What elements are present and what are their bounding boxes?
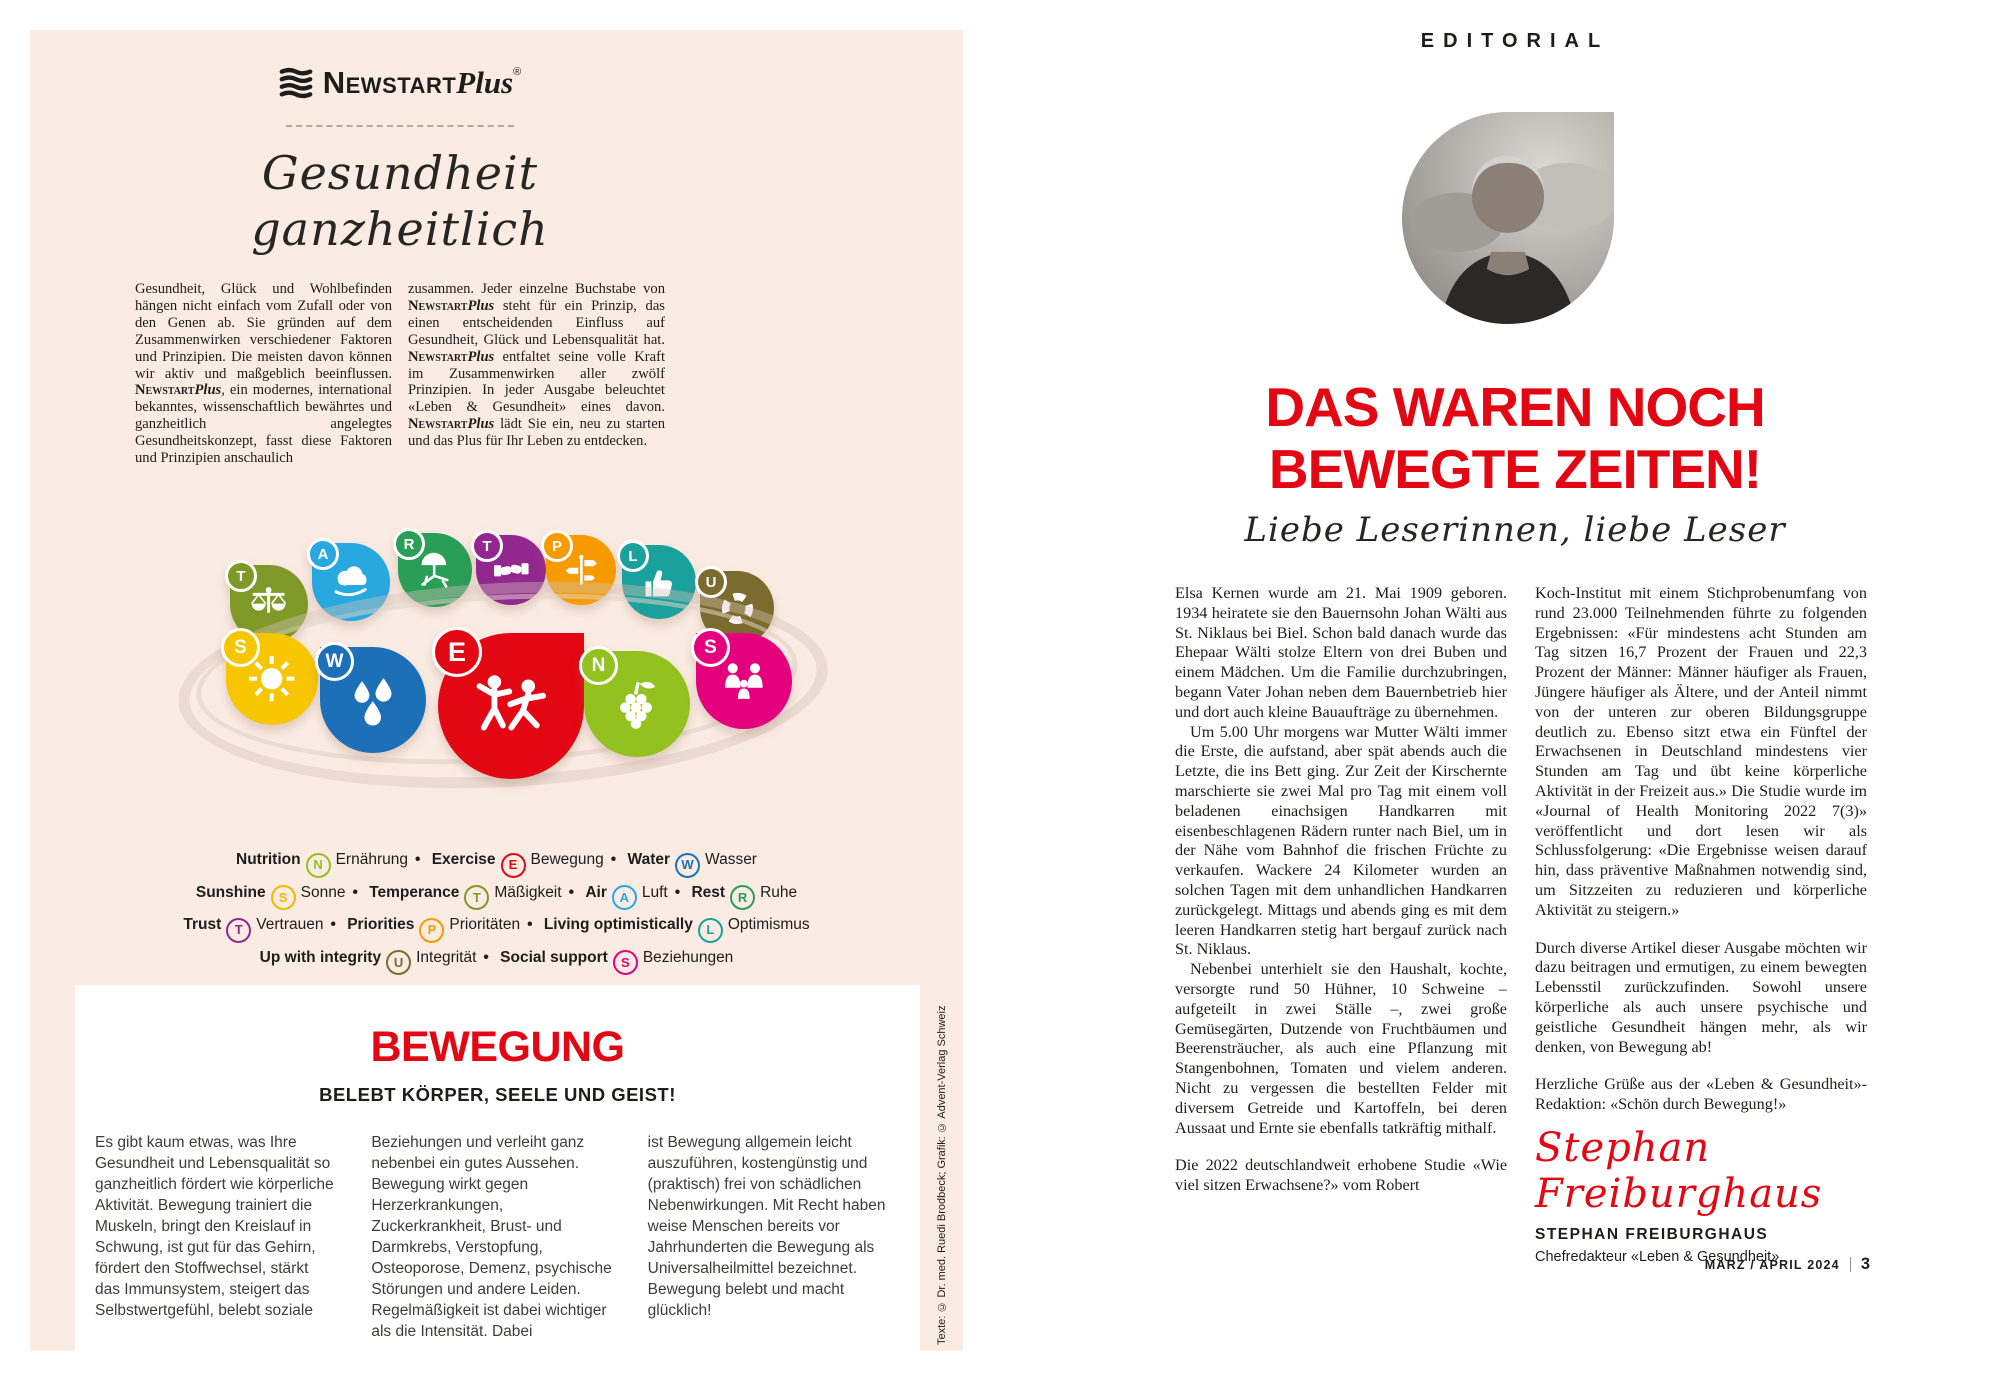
editorial-column-1 — [1175, 584, 1507, 1268]
badge-social-support — [696, 633, 792, 729]
legend-de: Optimismus — [727, 916, 810, 933]
paragraph: Koch-Institut mit einem Stichprobenumfang von rund 23.000 Teilnehmenden führte zu folgenden Ergebnissen: «Für mindestens acht Stunden am Tag sitzen 16,7 Prozent der Frauen und 22,3 Prozent der Männer: Männer häufiger als Frauen, Jüngere häufiger als Ältere, und der Anteil nimmt von der unteren zur oberen Bildungsgruppe deutlich zu. Ebenso sitzt etwa ein Fünftel der Erwachsenen in Deutschland mindestens vier Stunden am Tag und übt keine körperliche Aktivität in der Freizeit aus.» Die Studie wurde im «Journal of Health Monitoring 2022 7(3)» veröffentlicht und dort lesen wir als Schlussfolgerung: «Die Ergebnisse weisen darauf hin, dass präventive Maßnahmen notwendig sind, um Sitzzeiten zu reduzieren und körperliche Aktivität zu steigern.» — [1535, 584, 1867, 919]
legend-en: Trust — [183, 916, 222, 933]
paragraph: Die 2022 deutschlandweit erhobene Studie «Wie viel sitzen Erwachsene?» vom Robert — [1175, 1156, 1507, 1195]
left-page — [30, 30, 963, 1351]
legend-en: Exercise — [431, 851, 496, 868]
legend-line-3 — [30, 910, 963, 943]
portrait-silhouette — [1402, 112, 1614, 324]
badge-letter: E — [432, 627, 482, 677]
page-footer — [1560, 1255, 1870, 1274]
editorial-column-2 — [1535, 584, 1867, 1268]
badge-letter: S — [691, 628, 730, 667]
legend-en: Sunshine — [195, 883, 266, 901]
badge-letter: P — [541, 530, 573, 562]
badge-letter: T — [471, 530, 503, 562]
legend-de: Luft — [641, 883, 668, 901]
issue-date: MÄRZ / APRIL 2024 — [1704, 1258, 1840, 1272]
badge-letter: W — [315, 642, 354, 681]
badge-letter: L — [617, 540, 649, 572]
headline-line-2: BEWEGTE ZEITEN! — [1268, 438, 1762, 500]
card-column-1: Es gibt kaum etwas, was Ihre Gesundheit und Lebensqualität so ganzheitlich fördert wie körperliche Aktivität. Bewegung trainiert die Muskeln, bringt den Kreislauf in Schwung, ist gut für das Gehirn, fördert den Stoffwechsel, stärkt das Immunsystem, steigert das Selbstwertgefühl, belebt soziale — [95, 1134, 334, 1319]
legend-en: Nutrition — [236, 851, 301, 868]
badge-nutrition — [584, 651, 690, 757]
legend-en: Social support — [500, 948, 608, 966]
legend-line-4 — [30, 943, 963, 976]
bullet: • — [414, 851, 421, 868]
legend-de: Ernährung — [335, 851, 408, 868]
legend-en: Water — [627, 851, 671, 868]
badge-exercise — [438, 633, 584, 779]
left-page-header — [135, 65, 665, 467]
card-text — [95, 1132, 890, 1342]
dashed-divider — [286, 125, 514, 127]
registered-mark: ® — [513, 66, 522, 78]
intro-column-2: zusammen. Jeder einzelne Buchstabe von NewstartPlus steht für ein Prinzip, das einen entscheidenden Einfluss auf Gesundheit, Glück und Lebensqualität hat. NewstartPlus entfaltet seine volle Kraft im Zusammenwirken aller zwölf Prinzipien. In jeder Ausgabe beleuchtet «Leben & Gesundheit» eines davon. NewstartPlus lädt Sie ein, neu zu starten und das Plus für Ihr Leben zu entdecken. — [408, 281, 665, 450]
badge-letter: R — [393, 528, 425, 560]
letter-badge: L — [698, 918, 723, 943]
bullet: • — [674, 883, 681, 901]
letter-badge: T — [226, 918, 251, 943]
grapes-icon — [606, 673, 667, 734]
paragraph: Elsa Kernen wurde am 21. Mai 1909 geboren. 1934 heiratete sie den Bauernsohn Johan Wälti aus St. Niklaus bei Biel. Schon bald danach wurde das Ehepaar Wälti stolze Eltern von drei Buben und einem Mädchen. Um die Familie durchzubringen, begann Vater Johan neben dem Bauernbetrieb hier und dort auch kleine Bauaufträge zu übernehmen. — [1175, 584, 1507, 721]
legend-en: Up with integrity — [259, 948, 382, 966]
paragraph: Herzliche Grüße aus der «Leben & Gesundheit»-Redaktion: «Schön durch Bewegung!» — [1535, 1075, 1867, 1114]
intro-column-1: Gesundheit, Glück und Wohlbefinden hängen nicht einfach vom Zufall oder von den Genen ab. Sie gründen auf dem Zusammenwirken verschiedener Faktoren und Prinzipien. Die meisten davon können wir aktiv und maßgeblich beeinflussen. NewstartPlus, ein modernes, international bekanntes, wissenschaftlich bewährtes und ganzheitlich angelegtes Gesundheitskonzept, fasst diese Faktoren und Prinzipien anschaulich — [135, 281, 392, 467]
salutation: Liebe Leserinnen, liebe Leser — [1244, 510, 1786, 550]
editorial-headline — [1175, 376, 1855, 500]
card-title: BEWEGUNG — [370, 1023, 625, 1071]
badge-letter: A — [307, 538, 339, 570]
legend-line-1 — [30, 845, 963, 878]
principles-legend — [30, 845, 963, 975]
letter-badge: S — [613, 950, 638, 975]
bullet: • — [568, 883, 574, 901]
legend-de: Ruhe — [760, 883, 798, 901]
bullet: • — [527, 916, 533, 933]
legend-de: Integrität — [416, 948, 477, 966]
letter-badge: W — [675, 853, 700, 878]
page-number: 3 — [1860, 1255, 1870, 1273]
legend-en: Rest — [691, 883, 726, 901]
badge-letter: U — [695, 566, 727, 598]
legend-en: Temperance — [369, 883, 460, 901]
paragraph: Nebenbei unterhielt sie den Haushalt, kochte, versorgte rund 50 Hühner, 10 Schweine – aufgeteilt in zwei Ställe –, zwei große Gemüsegärten, Dutzende von Fruchtbäumen und Beerensträucher, als auch eine Pflanzung mit Stangenbohnen, Tomaten und vielem anderen. Nicht zu vergessen die bestellten Felder mit diversem Getreide und Kartoffeln, bei deren Aussaat und Ernte sie ebenfalls tatkräftig mithalf. — [1175, 960, 1507, 1137]
legend-de: Prioritäten — [449, 916, 521, 933]
card-column-3: ist Bewegung allgemein leicht auszuführen, kostengünstig und (praktisch) frei von schädlichen Nebenwirkungen. Mit Recht haben weise Menschen bereits vor Jahrhunderten die Bewegung als Universalheilmittel bezeichnet. Bewegung belebt und macht glücklich! — [647, 1134, 886, 1319]
legend-de: Beziehungen — [642, 948, 734, 966]
badge-water — [320, 647, 426, 753]
paragraph: Um 5.00 Uhr morgens war Mutter Wälti immer die Erste, die aufstand, aber spät abends auch die Letzte, die ins Bett ging. Zur Zeit der Kirschernte marschierte sie zwei Mal pro Tag mit einem voll beladenen einachsigen Handkarren mit eisenbeschlagenen Rädern runter nach Biel, um in der Nähe vom Bahnhof die frischen Früchte zu verkaufen. Wackere 24 Kilometer wurden an solchen Tagen mit dem unhandlichen Handkarren zurückgelegt. Mittags und abends ging es mit dem leeren Handkarren stetig hart bergauf zurück nach St. Niklaus. — [1175, 722, 1507, 959]
badge-letter: S — [221, 628, 260, 667]
logo-wordmark: NewstartPlus® — [322, 65, 522, 100]
signature-name: STEPHAN FREIBURGHAUS — [1535, 1225, 1769, 1243]
letter-badge: U — [386, 950, 411, 975]
newstartplus-logo — [279, 65, 522, 101]
newstart-principles-diagram — [170, 525, 830, 835]
legend-de: Bewegung — [530, 851, 604, 868]
letter-badge: N — [306, 853, 331, 878]
badge-sunshine — [226, 633, 318, 725]
footer-divider — [1850, 1257, 1851, 1272]
editorial-body — [1175, 584, 1867, 1268]
letter-badge: E — [501, 853, 526, 878]
wavy-lines-icon — [279, 66, 313, 100]
letter-badge: P — [419, 918, 444, 943]
bullet: • — [610, 851, 617, 868]
letter-badge: A — [612, 885, 637, 910]
water-drops-icon — [342, 669, 403, 730]
legend-de: Wasser — [705, 851, 757, 868]
legend-en: Living optimistically — [543, 916, 693, 933]
section-kicker: EDITORIAL — [1420, 30, 1610, 52]
credits-vertical: Texte: © Dr. med. Ruedi Brodbeck; Grafik: © Advent-Verlag Schweiz — [936, 1005, 948, 1345]
badge-letter: T — [225, 560, 257, 592]
card-subtitle: BELEBT KÖRPER, SEELE UND GEIST! — [319, 1084, 676, 1105]
letter-badge: T — [464, 885, 489, 910]
signature-role: Chefredakteur «Leben & Gesundheit» — [1535, 1248, 1780, 1265]
bewegung-card — [75, 985, 920, 1351]
editor-portrait — [1402, 112, 1614, 324]
family-icon — [716, 653, 772, 709]
legend-en: Air — [585, 883, 607, 901]
paragraph: Durch diverse Artikel dieser Ausgabe möchten wir dazu beitragen und ermutigen, zu einem bewegten Lebensstil zurückzufinden. Sowohl unsere körperliche als auch unsere psychische und geistliche Gesundheit hängen mehr, als wir denken, von Bewegung ab! — [1535, 938, 1867, 1056]
headline-line-1: DAS WAREN NOCH — [1265, 376, 1765, 438]
running-people-icon — [469, 664, 554, 749]
intro-text — [135, 281, 665, 467]
legend-line-2 — [30, 878, 963, 911]
letter-badge: R — [730, 885, 755, 910]
letter-badge: S — [271, 885, 296, 910]
bullet: • — [352, 883, 358, 901]
legend-en: Priorities — [347, 916, 415, 933]
badge-letter: N — [579, 646, 618, 685]
bullet: • — [330, 916, 336, 933]
card-column-2: Beziehungen und verleiht ganz nebenbei ein gutes Aussehen. Bewegung wirkt gegen Herzerkrankungen, Zuckerkrankheit, Brust- und Darmkrebs, Verstopfung, Osteoporose, Demenz, psychische Störungen und andere Leiden. Regelmäßigkeit ist dabei wichtiger als die Intensität. Dabei — [371, 1134, 612, 1340]
legend-de: Mäßigkeit — [494, 883, 562, 901]
legend-de: Sonne — [300, 883, 346, 901]
page-title: Gesundheit ganzheitlich — [251, 146, 549, 256]
signature-script: Stephan Freiburghaus — [1535, 1124, 1823, 1217]
bullet: • — [483, 948, 489, 966]
legend-de: Vertrauen — [256, 916, 324, 933]
